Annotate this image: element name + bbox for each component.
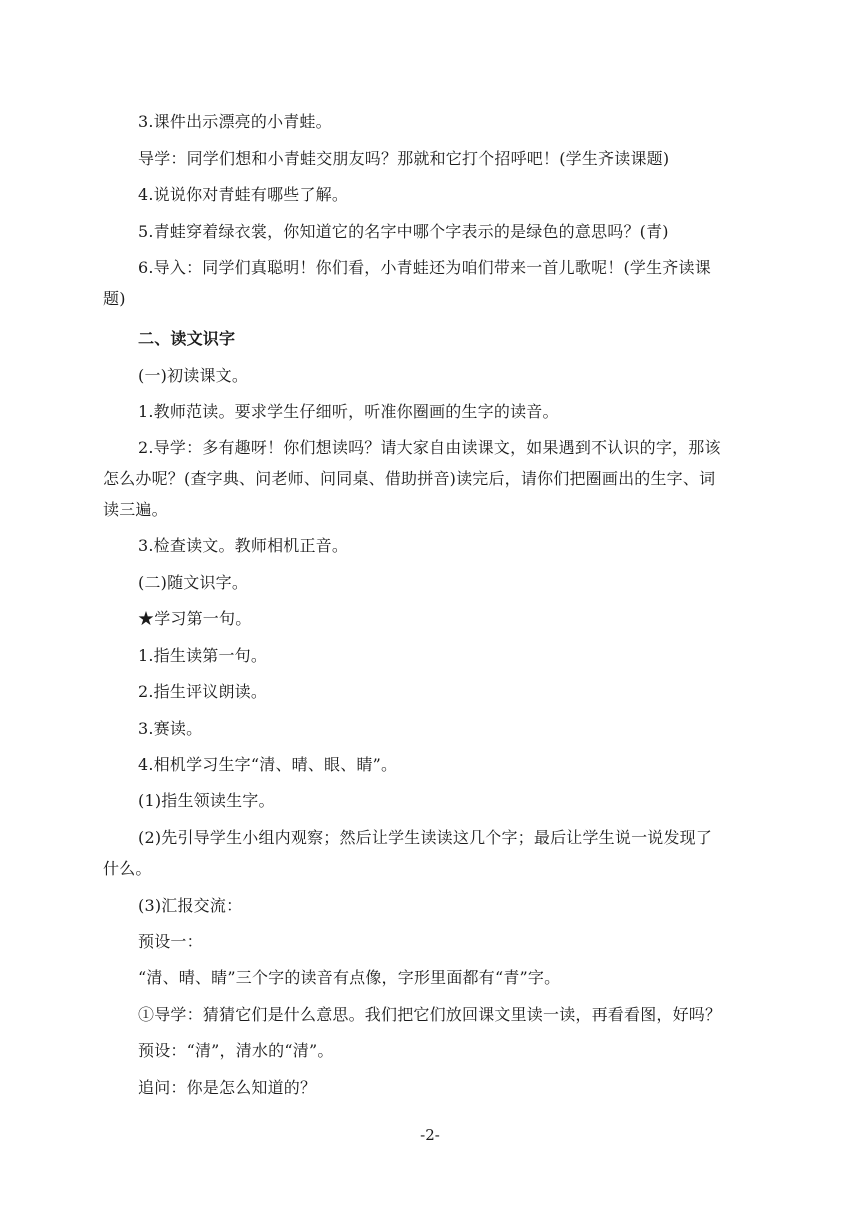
text-line: 2.导学：多有趣呀！你们想读吗？请大家自由读课文，如果遇到不认识的字，那该 — [138, 438, 721, 457]
text-line: 导学：同学们想和小青蛙交朋友吗？那就和它打个招呼吧！(学生齐读课题) — [138, 149, 670, 168]
text-line: 1.教师范读。要求学生仔细听，听准你圈画的生字的读音。 — [138, 402, 559, 421]
text-line: 读三遍。 — [103, 500, 168, 519]
text-line: 追问：你是怎么知道的？ — [138, 1078, 317, 1097]
text-line: 1.指生读第一句。 — [138, 646, 268, 665]
subsection-heading: (二)随文识字。 — [138, 573, 249, 592]
text-line: 3.检查读文。教师相机正音。 — [138, 536, 349, 555]
text-line: “清、晴、睛”三个字的读音有点像，字形里面都有“青”字。 — [138, 968, 561, 987]
text-line: 2.指生评议朗读。 — [138, 682, 268, 701]
text-line: ①导学：猜猜它们是什么意思。我们把它们放回课文里读一读，再看看图，好吗？ — [138, 1005, 722, 1024]
text-line: 3.赛读。 — [138, 719, 203, 738]
text-line: (1)指生领读生字。 — [138, 791, 275, 810]
text-line: 什么。 — [103, 859, 152, 878]
text-line: 题) — [103, 289, 126, 308]
text-line: 4.说说你对青蛙有哪些了解。 — [138, 185, 349, 204]
text-line: 3.课件出示漂亮的小青蛙。 — [138, 112, 332, 131]
page-number: -2- — [420, 1126, 440, 1144]
text-line: (3)汇报交流： — [138, 896, 243, 915]
text-line: 6.导入：同学们真聪明！你们看，小青蛙还为咱们带来一首儿歌呢！(学生齐读课 — [138, 258, 711, 277]
text-line: (2)先引导学生小组内观察；然后让学生读读这几个字；最后让学生说一说发现了 — [138, 828, 713, 847]
text-line: 预设一： — [138, 932, 203, 951]
text-line: 怎么办呢？(查字典、问老师、问同桌、借助拼音)读完后，请你们把圈画出的生字、词 — [103, 469, 716, 488]
text-line: 预设：“清”，清水的“清”。 — [138, 1041, 334, 1060]
text-line: 5.青蛙穿着绿衣裳，你知道它的名字中哪个字表示的是绿色的意思吗？(青) — [138, 222, 669, 241]
text-line: 4.相机学习生字“清、晴、眼、睛”。 — [138, 755, 398, 774]
section-heading: 二、读文识字 — [138, 329, 236, 348]
subsection-heading: (一)初读课文。 — [138, 366, 249, 385]
text-line: ★学习第一句。 — [138, 609, 252, 628]
